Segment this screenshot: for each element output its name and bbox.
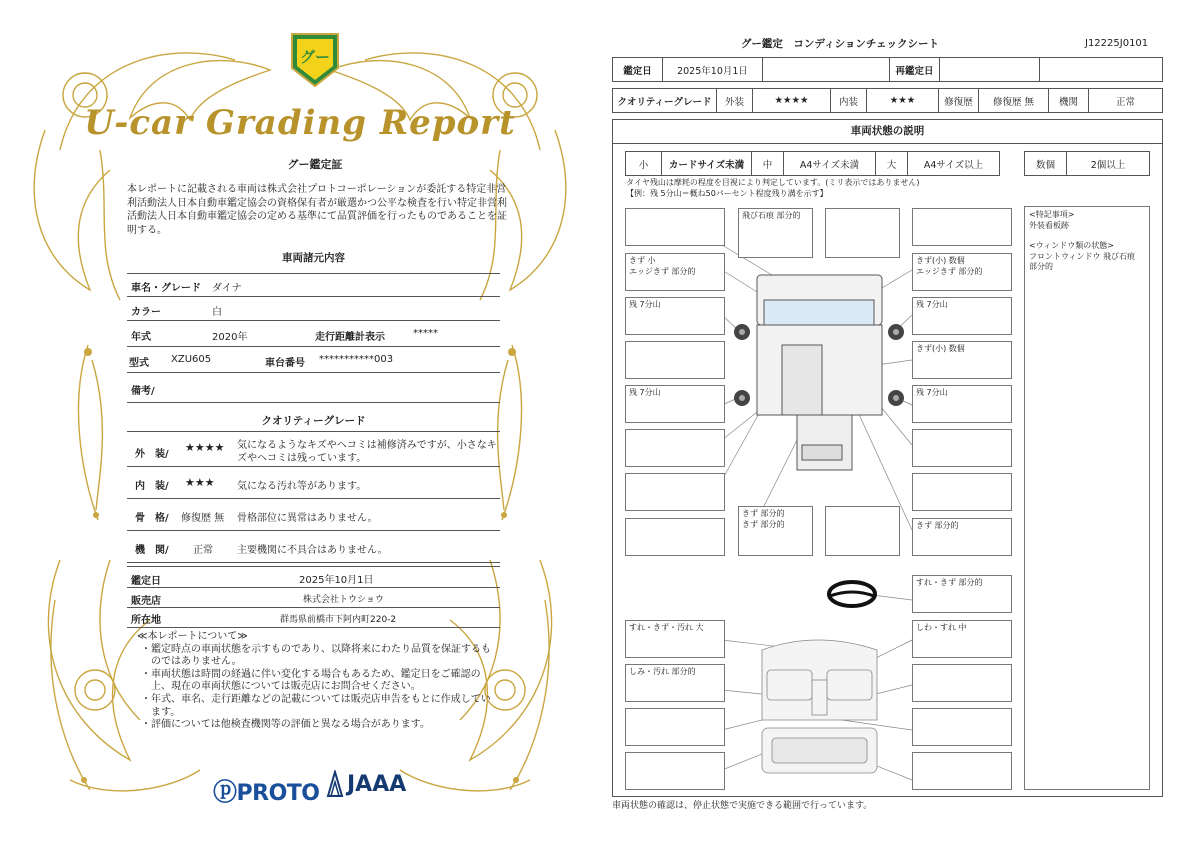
model-label: 型式 [129,358,149,369]
location-value: 群馬県前橋市下阿内町220-2 [280,615,397,625]
report-script-title: U-car Grading Report [84,103,516,143]
exterior-label: 外 装/ [135,449,169,460]
condition-box-l5: 残 7分山 [625,385,725,423]
note-item: ・評価については他検査機関等の評価と異なる場合があります。 [141,719,430,731]
condition-box-empty [825,208,900,258]
int-label: 内装 [831,89,867,112]
size-legend-row [625,151,1000,176]
window-state-value: フロントウィンドウ 飛び石痕 部分的 [1029,251,1136,271]
name-value: ダイナ [212,283,242,294]
condition-box-r5: 残 7分山 [912,385,1012,423]
inspect-date-label: 鑑定日 [613,58,663,81]
remarks-panel [1024,206,1150,790]
count-label: 数個 [1025,152,1067,175]
interior-label: 内 装/ [135,481,169,492]
condition-box-empty [625,708,725,746]
condition-box-empty [825,506,900,556]
size-medium: 中 [752,152,784,175]
empty-cell [763,58,890,81]
date-label: 鑑定日 [131,576,161,587]
exterior-stars: ★★★★ [185,441,225,454]
ext-label: 外装 [717,89,753,112]
condition-box-b2: きず 部分的 きず 部分的 [738,506,813,556]
condition-box-int2: しみ・汚れ 部分的 [625,664,725,702]
condition-box-empty [912,429,1012,467]
sheet-code: J12225J0101 [1085,38,1149,49]
spec-row-name [127,273,500,297]
note-item: ・年式、車名、走行距離などの記載については販売店申告をもとに作成しています。 [141,693,491,718]
engine-label: 機 関/ [135,545,169,556]
brand-logos [213,768,413,806]
dealer-label: 販売店 [131,596,161,607]
condition-box-empty [625,208,725,246]
condition-box-r4: きず(小) 数個 [912,341,1012,379]
empty-cell [1040,58,1162,81]
condition-box-steering: すれ・きず 部分的 [912,575,1012,613]
sheet-footer-note: 車両状態の確認は、停止状態で実施できる範囲で行っています。 [612,801,873,811]
size-large-desc: A4サイズ以上 [923,159,984,171]
condition-box-empty [625,473,725,511]
spec-row-model [127,347,500,373]
condition-box-empty [625,752,725,790]
note-item: ・鑑定時点の車両状態を示すものであり、以降将来にわたり品質を保証するものではありません。 [141,643,491,668]
color-label: カラー [131,307,161,318]
special-remarks-title: <特記事項> [1029,210,1075,219]
location-label: 所在地 [131,615,161,626]
truck-top-view [757,275,882,470]
dealer-value: 株式会社トウショウ [303,595,384,605]
interior-text: 気になる汚れ等があります。 [237,481,367,492]
window-state-title: <ウィンドウ類の状態> [1029,241,1114,250]
certificate-title: グー鑑定証 [287,158,343,171]
frame-text: 骨格部位に異常はありません。 [237,513,378,524]
quality-heading: クオリティーグレード [261,415,366,427]
special-remarks-value: 外装看板跡 [1029,220,1069,230]
tire-note-line: タイヤ残山は摩耗の程度を目視により判定しています。(ミリ表示ではありません) [626,178,920,187]
condition-box-int1: すれ・きず・汚れ 大 [625,620,725,658]
size-small: 小 [626,152,662,175]
ext-value: ★★★★ [753,89,831,112]
tire-note [626,178,1016,199]
condition-box-empty [625,341,725,379]
engine-value: 正常 [193,545,213,556]
jaaa-emblem-icon [326,770,344,798]
condition-box-l3: 残 7分山 [625,297,725,335]
steering-wheel-icon [829,582,875,606]
location-row [127,608,500,628]
condition-heading: 車両状態の説明 [612,119,1163,144]
condition-box-int-r1: しわ・すれ 中 [912,620,1012,658]
engine-text: 主要機関に不具合はありません。 [237,545,388,556]
repair-label: 修復歴 [939,89,979,112]
inspect-date-value: 2025年10月1日 [663,58,763,81]
quality-row-engine [127,531,500,563]
size-small-desc: カードサイズ未満 [662,152,752,175]
condition-box-l2: きず 小 エッジきず 部分的 [625,253,725,291]
year-label: 年式 [131,332,151,343]
mileage-value: ***** [413,328,438,339]
size-medium-desc: A4サイズ未満 [784,152,876,175]
goo-kantei-logo [288,30,342,90]
spec-heading: 車両諸元内容 [282,252,345,264]
interior-stars: ★★★ [185,476,215,489]
frame-label: 骨 格/ [135,513,169,524]
condition-box-empty [625,429,725,467]
reinspect-date-label: 再鑑定日 [890,58,940,81]
exterior-text: 気になるようなキズやヘコミは補修済みですが、小さなキズやヘコミは残っています。 [237,440,497,464]
count-desc: 2個以上 [1090,159,1126,171]
condition-box-empty [912,752,1012,790]
repair-value: 修復歴 無 [979,89,1049,112]
color-value: 白 [212,307,222,318]
notes-title: ≪本レポートについて≫ [137,631,248,642]
engine-value: 正常 [1115,96,1135,108]
size-large: 大 [876,152,908,175]
condition-box-empty [912,473,1012,511]
sheet-title: グー鑑定 コンディションチェックシート [740,38,940,50]
condition-box-empty [912,664,1012,702]
count-legend-row [1024,151,1150,176]
condition-box-empty [912,208,1012,246]
remarks-label: 備考/ [131,386,155,397]
model-value: XZU605 [171,354,212,365]
name-label: 車名・グレード [131,283,201,294]
grade-grid-row [612,88,1163,113]
condition-box-top2: 飛び石痕 部分的 [738,208,813,258]
condition-box-empty [912,708,1012,746]
jaaa-logo: JAAA [347,772,407,797]
note-item: ・車両状態は時間の経過に伴い変化する場合もあるため、鑑定日をご確認の上、現在の車両状態については販売店にお問合せください。 [141,668,481,693]
condition-box-empty [625,518,725,556]
date-value: 2025年10月1日 [299,575,374,586]
tire-note-line: 【例：残 5分山＝概ね50パーセント程度残り溝を示す】 [626,188,828,198]
date-grid-row [612,57,1163,82]
date-row [127,566,500,588]
chassis-value: ***********003 [319,354,394,365]
year-value: 2020年 [212,332,248,343]
certificate-body: 本レポートに記載される車両は株式会社プロトコーポレーションが委託する特定非営利活動法人日本自動車鑑定協会の資格保有者が厳選かつ公平な検査を行い特定非営利活動法人日本自動車鑑定協会の定める基準にて品質評価を行ったものであることを証明する。 [127,184,507,236]
proto-logo: ⓟPROTO [213,778,320,806]
svg-text:グー: グー [299,48,331,66]
quality-row-interior [127,467,500,499]
quality-row-exterior [127,431,500,467]
grade-label: クオリティーグレード [613,89,717,112]
spec-row-remarks [127,373,500,403]
condition-box-r3: 残 7分山 [912,297,1012,335]
spec-row-color [127,297,500,321]
condition-box-r2: きず(小) 数個 エッジきず 部分的 [912,253,1012,291]
mileage-label: 走行距離計表示 [315,332,385,343]
reinspect-date-value [940,58,1040,81]
spec-row-year [127,321,500,347]
frame-value: 修復歴 無 [181,513,225,524]
dealer-row [127,588,500,608]
quality-row-frame [127,499,500,531]
chassis-label: 車台番号 [265,358,305,369]
interior-view [762,640,877,773]
engine-label: 機関 [1049,89,1089,112]
condition-box-r8: きず 部分的 [912,518,1012,556]
report-notes [137,631,497,732]
int-value: ★★★ [867,89,939,112]
